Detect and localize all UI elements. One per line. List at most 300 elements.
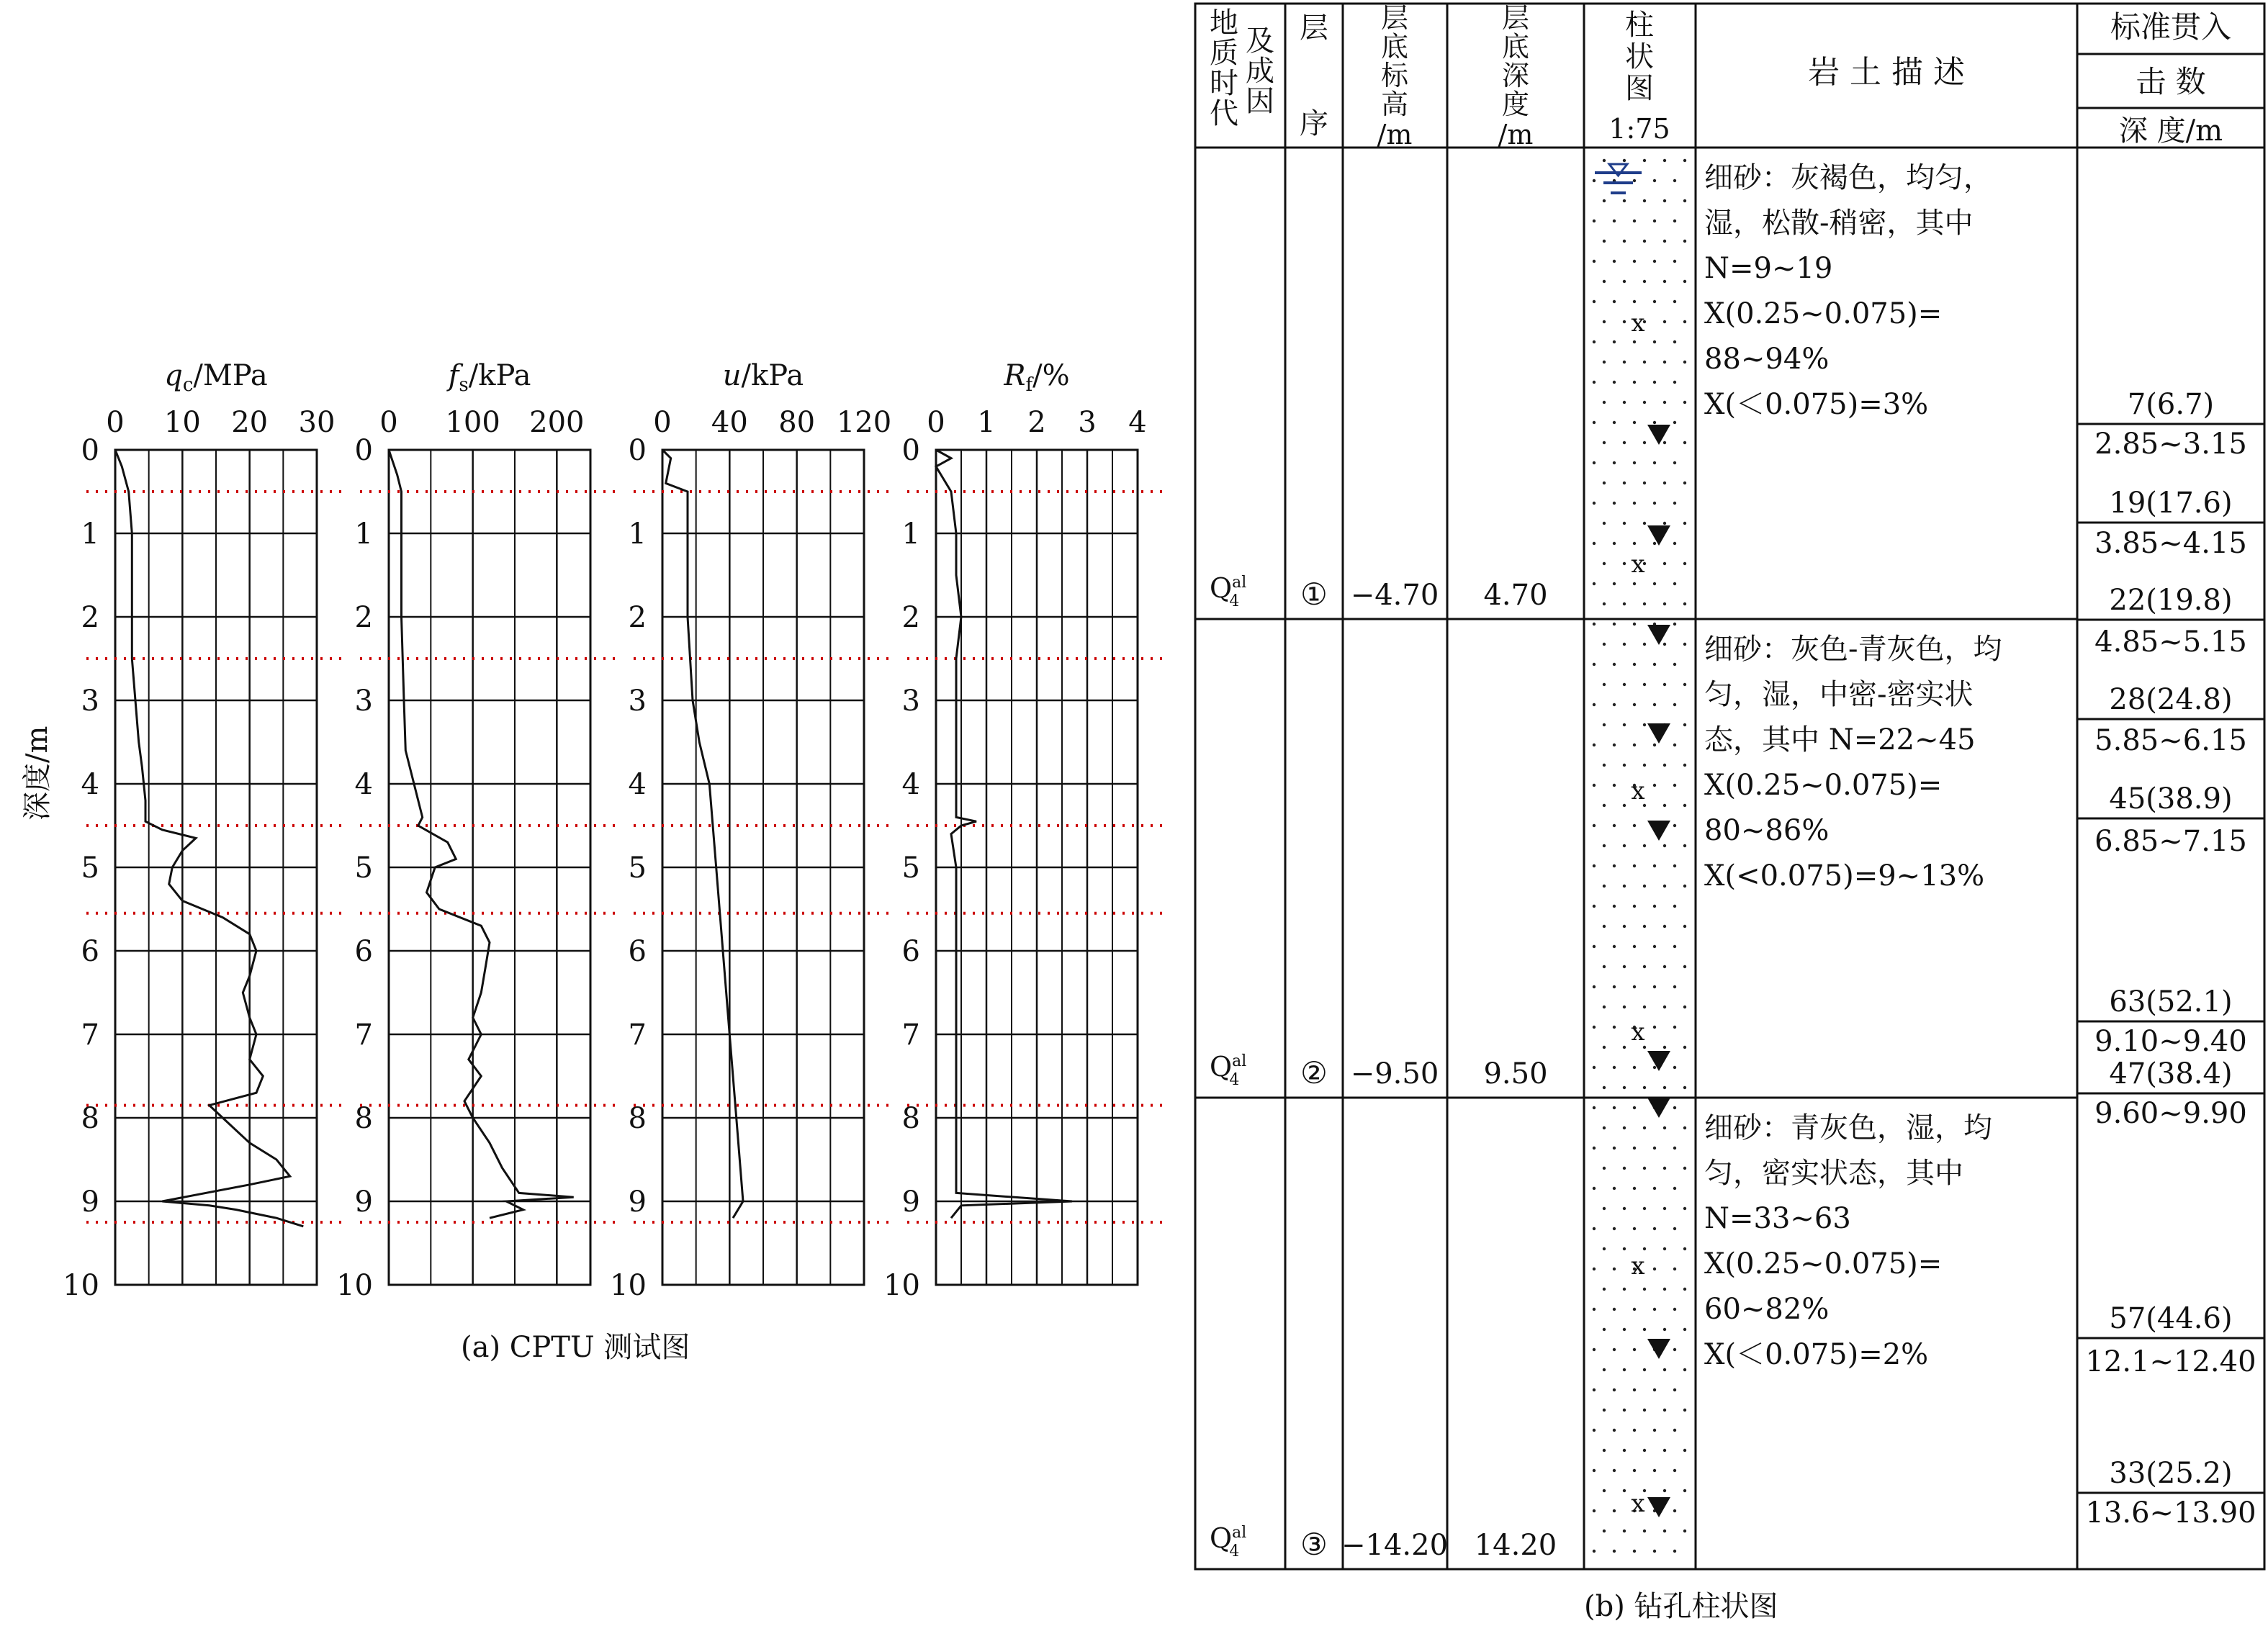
header-era-char: 代 <box>1210 97 1238 130</box>
header-column-scale: 1:75 <box>1608 113 1670 145</box>
depth-tick-label: 5 <box>354 852 373 885</box>
sand-dot <box>1613 1227 1616 1230</box>
sand-dot <box>1683 1288 1686 1291</box>
depth-tick-label: 5 <box>901 852 920 885</box>
header-era2-char: 因 <box>1246 85 1274 118</box>
sand-dot <box>1683 844 1686 847</box>
sand-dot <box>1653 1026 1656 1029</box>
x-tick-label: 0 <box>106 406 125 439</box>
sand-dot <box>1623 925 1626 928</box>
sand-dot <box>1683 1409 1686 1412</box>
sand-dot <box>1603 199 1606 202</box>
sand-dot <box>1603 441 1606 444</box>
header-era-char: 质 <box>1210 37 1238 70</box>
spt-marker-icon <box>1647 1051 1670 1071</box>
sand-dot <box>1603 723 1606 726</box>
sand-dot <box>1653 784 1656 787</box>
sand-dot <box>1623 683 1626 686</box>
sand-dot <box>1663 280 1666 283</box>
figure-b-caption: (b) 钻孔柱状图 <box>1584 1590 1778 1623</box>
sand-dot <box>1603 482 1606 484</box>
depth-tick-label: 6 <box>81 935 99 968</box>
sand-dot <box>1663 1368 1666 1371</box>
sand-dot <box>1623 401 1626 404</box>
sand-dot <box>1613 340 1616 343</box>
sand-dot <box>1643 925 1646 928</box>
sand-dot <box>1623 1530 1626 1532</box>
sand-dot <box>1623 1368 1626 1371</box>
depth-tick-label: 1 <box>901 518 920 551</box>
sand-dot <box>1623 1409 1626 1412</box>
sand-dot <box>1653 260 1656 263</box>
sand-dot <box>1653 1187 1656 1190</box>
sand-dot <box>1653 542 1656 545</box>
spt-depth-range: 5.85~6.15 <box>2094 724 2247 757</box>
sand-dot <box>1603 965 1606 968</box>
sand-dot <box>1623 764 1626 767</box>
sand-dot <box>1613 1550 1616 1553</box>
sand-dot <box>1683 764 1686 767</box>
sand-dot <box>1653 1388 1656 1391</box>
sand-dot <box>1643 1328 1646 1331</box>
sand-dot <box>1653 1308 1656 1311</box>
depth-tick-label: 1 <box>354 518 373 551</box>
sample-x-mark: x <box>1631 777 1645 805</box>
sand-dot <box>1673 1147 1676 1150</box>
spt-marker-icon <box>1647 1497 1670 1517</box>
sand-dot <box>1633 864 1636 867</box>
sand-dot <box>1663 1006 1666 1008</box>
x-tick-label: 10 <box>163 406 201 439</box>
sand-dot <box>1603 1167 1606 1170</box>
depth-tick-label: 9 <box>354 1185 373 1219</box>
sand-dot <box>1683 1126 1686 1129</box>
sand-dot <box>1653 220 1656 222</box>
sand-dot <box>1613 1026 1616 1029</box>
layer-era: $Q^{al}$ 4 <box>1210 1522 1247 1560</box>
sand-dot <box>1613 1308 1616 1311</box>
sand-dot <box>1683 643 1686 646</box>
sand-dot <box>1633 1308 1636 1311</box>
sand-dot <box>1593 623 1596 625</box>
sand-dot <box>1623 240 1626 243</box>
sand-dot <box>1593 864 1596 867</box>
sand-dot <box>1633 945 1636 948</box>
sand-dot <box>1683 1368 1686 1371</box>
layer-id: ③ <box>1300 1527 1328 1562</box>
panel-qc <box>63 359 346 1302</box>
sand-dot <box>1593 1187 1596 1190</box>
figure-a-caption: (a) CPTU 测试图 <box>461 1331 690 1364</box>
layer-era: $Q^{al}$ 4 <box>1210 1051 1247 1089</box>
depth-tick-label: 10 <box>883 1269 920 1302</box>
sand-dot <box>1603 1247 1606 1250</box>
spt-blow-count: 7(6.7) <box>2127 388 2215 421</box>
sand-dot <box>1673 985 1676 988</box>
sand-dot <box>1673 340 1676 343</box>
sand-dot <box>1643 1530 1646 1532</box>
sand-dot <box>1593 1469 1596 1472</box>
sand-dot <box>1643 361 1646 363</box>
sand-dot <box>1663 1207 1666 1210</box>
sand-dot <box>1623 1489 1626 1492</box>
sand-dot <box>1623 361 1626 363</box>
sand-dot <box>1593 300 1596 303</box>
sand-dot <box>1613 864 1616 867</box>
x-tick-label: 80 <box>778 406 816 439</box>
x-tick-label: 2 <box>1027 406 1046 439</box>
layer-description-line: X(0.25~0.075)= <box>1704 769 1943 802</box>
layer-description-line: 细砂：灰褐色，均匀， <box>1704 161 1992 194</box>
sand-dot <box>1653 1268 1656 1270</box>
spt-depth-range: 6.85~7.15 <box>2094 825 2247 858</box>
sand-dot <box>1683 683 1686 686</box>
depth-tick-label: 10 <box>610 1269 647 1302</box>
sand-dot <box>1603 401 1606 404</box>
header-column-char: 状 <box>1625 40 1654 73</box>
sand-dot <box>1643 1167 1646 1170</box>
layer-description-line: 态，其中 N=22~45 <box>1704 723 1976 756</box>
sand-dot <box>1683 1530 1686 1532</box>
sand-dot <box>1603 1409 1606 1412</box>
sand-dot <box>1593 703 1596 706</box>
sand-dot <box>1623 1328 1626 1331</box>
sand-dot <box>1653 179 1656 182</box>
layer-description-line: 匀，密实状态，其中 <box>1704 1157 1963 1190</box>
sand-dot <box>1613 1268 1616 1270</box>
sand-dot <box>1643 1006 1646 1008</box>
sand-dot <box>1643 764 1646 767</box>
sand-dot <box>1643 683 1646 686</box>
sand-dot <box>1643 1449 1646 1452</box>
panel-title-qc: $q_c$/MPa <box>164 359 268 396</box>
sand-dot <box>1683 1328 1686 1331</box>
sand-dot <box>1663 1449 1666 1452</box>
depth-tick-label: 3 <box>628 685 647 718</box>
sand-dot <box>1683 482 1686 484</box>
sand-dot <box>1673 542 1676 545</box>
sand-dot <box>1643 1086 1646 1089</box>
sand-dot <box>1623 441 1626 444</box>
layer-description-line: X(0.25~0.075)= <box>1704 1247 1943 1281</box>
sand-dot <box>1673 260 1676 263</box>
sand-dot <box>1673 461 1676 464</box>
sand-dot <box>1663 965 1666 968</box>
sand-dot <box>1663 683 1666 686</box>
sand-dot <box>1623 1086 1626 1089</box>
sand-dot <box>1663 1247 1666 1250</box>
depth-tick-label: 0 <box>901 434 920 467</box>
sand-dot <box>1603 1046 1606 1049</box>
x-tick-label: 40 <box>711 406 748 439</box>
sand-dot <box>1633 744 1636 746</box>
depth-tick-label: 6 <box>354 935 373 968</box>
sand-dot <box>1613 300 1616 303</box>
sand-dot <box>1623 562 1626 565</box>
sand-dot <box>1593 1106 1596 1109</box>
spt-marker-icon <box>1647 425 1670 445</box>
depth-tick-label: 2 <box>354 601 373 634</box>
sand-dot <box>1613 421 1616 424</box>
sand-dot <box>1593 381 1596 384</box>
sand-dot <box>1673 1227 1676 1230</box>
sand-dot <box>1643 280 1646 283</box>
sand-dot <box>1613 220 1616 222</box>
spt-blow-count: 28(24.8) <box>2109 683 2233 716</box>
sand-dot <box>1653 1469 1656 1472</box>
depth-tick-label: 4 <box>354 768 373 801</box>
sand-dot <box>1623 804 1626 807</box>
depth-tick-label: 7 <box>81 1018 99 1052</box>
sand-dot <box>1603 804 1606 807</box>
sand-dot <box>1673 1106 1676 1109</box>
sand-dot <box>1673 1509 1676 1512</box>
depth-tick-label: 2 <box>81 601 99 634</box>
depth-tick-label: 8 <box>901 1102 920 1135</box>
header-description: 岩 土 描 述 <box>1808 54 1965 91</box>
layer-description-line: 88~94% <box>1704 343 1830 376</box>
sand-dot <box>1653 461 1656 464</box>
layer-description-line: X(＜0.075)=3% <box>1704 388 1929 421</box>
sample-x-mark: x <box>1631 1489 1645 1518</box>
sand-dot <box>1623 320 1626 323</box>
depth-tick-label: 7 <box>901 1018 920 1052</box>
spt-blow-count: 63(52.1) <box>2109 985 2233 1018</box>
sand-dot <box>1593 905 1596 908</box>
spt-depth-range: 13.6~13.90 <box>2085 1496 2256 1530</box>
sand-dot <box>1643 965 1646 968</box>
header-elev-char: 底 <box>1380 31 1409 63</box>
sand-dot <box>1613 744 1616 746</box>
depth-tick-label: 3 <box>901 685 920 718</box>
sand-dot <box>1663 764 1666 767</box>
sand-dot <box>1613 260 1616 263</box>
sand-dot <box>1623 1247 1626 1250</box>
sand-dot <box>1593 945 1596 948</box>
sand-dot <box>1593 502 1596 505</box>
layer-id: ① <box>1300 577 1328 612</box>
sand-dot <box>1603 1530 1606 1532</box>
x-tick-label: 30 <box>298 406 336 439</box>
x-tick-label: 100 <box>445 406 500 439</box>
sand-dot <box>1633 663 1636 666</box>
x-tick-label: 4 <box>1128 406 1147 439</box>
sand-dot <box>1653 945 1656 948</box>
sand-dot <box>1663 361 1666 363</box>
sand-dot <box>1663 1288 1666 1291</box>
sand-dot <box>1643 199 1646 202</box>
depth-tick-label: 2 <box>901 601 920 634</box>
panel-u <box>610 359 893 1302</box>
depth-tick-label: 8 <box>81 1102 99 1135</box>
sand-dot <box>1663 1409 1666 1412</box>
sand-dot <box>1683 1086 1686 1089</box>
depth-tick-label: 9 <box>81 1185 99 1219</box>
sand-dot <box>1623 482 1626 484</box>
sand-dot <box>1623 643 1626 646</box>
borehole-log <box>1192 0 2268 1584</box>
sand-dot <box>1623 723 1626 726</box>
sand-dot <box>1643 522 1646 525</box>
sample-x-mark: x <box>1631 550 1645 579</box>
layer-bottom-depth: 9.50 <box>1483 1057 1548 1090</box>
sand-dot <box>1683 723 1686 726</box>
sand-dot <box>1593 421 1596 424</box>
sand-dot <box>1683 1046 1686 1049</box>
layer-id: ② <box>1300 1055 1328 1090</box>
sand-dot <box>1663 885 1666 887</box>
sand-dot <box>1633 1469 1636 1472</box>
sand-dot <box>1673 179 1676 182</box>
sand-dot <box>1593 1066 1596 1069</box>
sand-dot <box>1663 401 1666 404</box>
sand-dot <box>1673 1469 1676 1472</box>
depth-tick-label: 1 <box>628 518 647 551</box>
header-depth-char: 深 <box>1501 60 1530 91</box>
depth-tick-label: 9 <box>628 1185 647 1219</box>
sand-dot <box>1633 340 1636 343</box>
sand-dot <box>1623 280 1626 283</box>
sand-dot <box>1633 905 1636 908</box>
sand-dot <box>1603 1006 1606 1008</box>
depth-tick-label: 10 <box>63 1269 99 1302</box>
sand-dot <box>1653 703 1656 706</box>
layer-bottom-elevation: −4.70 <box>1350 579 1439 612</box>
depth-tick-label: 8 <box>354 1102 373 1135</box>
depth-tick-label: 2 <box>628 601 647 634</box>
sand-dot <box>1643 401 1646 404</box>
layer-description-line: N=33~63 <box>1704 1202 1851 1235</box>
sand-dot <box>1673 300 1676 303</box>
sand-dot <box>1673 502 1676 505</box>
sand-dot <box>1613 905 1616 908</box>
sand-dot <box>1613 582 1616 585</box>
sand-dot <box>1633 381 1636 384</box>
spt-depth-range: 9.60~9.90 <box>2094 1097 2247 1130</box>
layer-bottom-elevation: −9.50 <box>1350 1057 1439 1090</box>
layer-era: $Q^{al}$ 4 <box>1210 572 1247 610</box>
header-era-char: 地 <box>1210 6 1238 40</box>
layer-description-line: X(<0.075)=9~13% <box>1704 859 1985 893</box>
x-tick-label: 200 <box>529 406 585 439</box>
sand-dot <box>1643 844 1646 847</box>
sand-dot <box>1663 1086 1666 1089</box>
sand-dot <box>1603 240 1606 243</box>
sand-dot <box>1633 1388 1636 1391</box>
profile-line-rf <box>936 450 1072 1218</box>
layer-description-line: 细砂：青灰色，湿，均 <box>1704 1111 1992 1144</box>
sand-dot <box>1643 1207 1646 1210</box>
sand-dot <box>1663 482 1666 484</box>
sand-dot <box>1683 1449 1686 1452</box>
spt-depth-range: 9.10~9.40 <box>2094 1025 2247 1058</box>
sand-dot <box>1633 421 1636 424</box>
panel-fs <box>336 359 619 1302</box>
sand-dot <box>1593 260 1596 263</box>
sand-dot <box>1603 1489 1606 1492</box>
sand-dot <box>1603 602 1606 605</box>
sand-dot <box>1653 905 1656 908</box>
sand-dot <box>1643 602 1646 605</box>
depth-tick-label: 8 <box>628 1102 647 1135</box>
sand-dot <box>1593 985 1596 988</box>
x-tick-label: 3 <box>1078 406 1097 439</box>
sand-dot <box>1673 1268 1676 1270</box>
layer-description-line: 60~82% <box>1704 1293 1830 1326</box>
sand-dot <box>1593 542 1596 545</box>
layer-description-line: 湿，松散-稍密，其中 <box>1704 207 1974 240</box>
sand-dot <box>1613 1469 1616 1472</box>
sand-dot <box>1663 602 1666 605</box>
depth-tick-label: 7 <box>628 1018 647 1052</box>
sand-dot <box>1663 1167 1666 1170</box>
layer-description-line: 细砂：灰色-青灰色，均 <box>1704 633 2002 666</box>
sand-dot <box>1613 985 1616 988</box>
sand-dot <box>1603 159 1606 162</box>
sand-dot <box>1663 844 1666 847</box>
sand-dot <box>1633 1187 1636 1190</box>
depth-tick-label: 4 <box>901 768 920 801</box>
sand-dot <box>1633 300 1636 303</box>
sand-dot <box>1663 159 1666 162</box>
depth-tick-label: 5 <box>81 852 99 885</box>
sand-dot <box>1643 1247 1646 1250</box>
sand-dot <box>1673 1550 1676 1553</box>
sand-dot <box>1653 421 1656 424</box>
sand-dot <box>1683 562 1686 565</box>
sand-dot <box>1683 1247 1686 1250</box>
sand-dot <box>1683 1167 1686 1170</box>
sand-dot <box>1673 220 1676 222</box>
spt-marker-icon <box>1647 821 1670 841</box>
sand-dot <box>1633 582 1636 585</box>
sand-dot <box>1653 340 1656 343</box>
sand-dot <box>1603 1207 1606 1210</box>
depth-tick-label: 0 <box>628 434 647 467</box>
sand-dot <box>1643 441 1646 444</box>
sand-dot <box>1673 623 1676 625</box>
sand-dot <box>1623 844 1626 847</box>
layer-description-line: X(0.25~0.075)= <box>1704 297 1943 330</box>
sand-dot <box>1673 703 1676 706</box>
sand-dot <box>1673 1187 1676 1190</box>
sand-dot <box>1623 602 1626 605</box>
sand-dot <box>1643 1368 1646 1371</box>
layer-description-line: 匀，湿，中密-密实状 <box>1704 678 1974 711</box>
sand-dot <box>1593 1550 1596 1553</box>
sand-dot <box>1683 280 1686 283</box>
sand-dot <box>1593 663 1596 666</box>
layer-bottom-depth: 4.70 <box>1483 579 1548 612</box>
sand-dot <box>1653 582 1656 585</box>
sand-dot <box>1603 280 1606 283</box>
sand-dot <box>1593 220 1596 222</box>
sand-dot <box>1613 542 1616 545</box>
sand-dot <box>1603 764 1606 767</box>
sand-dot <box>1633 1066 1636 1069</box>
sand-dot <box>1593 1388 1596 1391</box>
sample-x-mark: x <box>1631 1018 1645 1047</box>
sand-dot <box>1633 623 1636 625</box>
sand-dot <box>1593 1227 1596 1230</box>
sand-dot <box>1613 1066 1616 1069</box>
header-elev-unit: /m <box>1377 119 1413 150</box>
sand-dot <box>1663 1530 1666 1532</box>
sand-dot <box>1663 804 1666 807</box>
header-column-char: 图 <box>1625 72 1654 105</box>
sand-dot <box>1673 1388 1676 1391</box>
sand-dot <box>1643 1288 1646 1291</box>
